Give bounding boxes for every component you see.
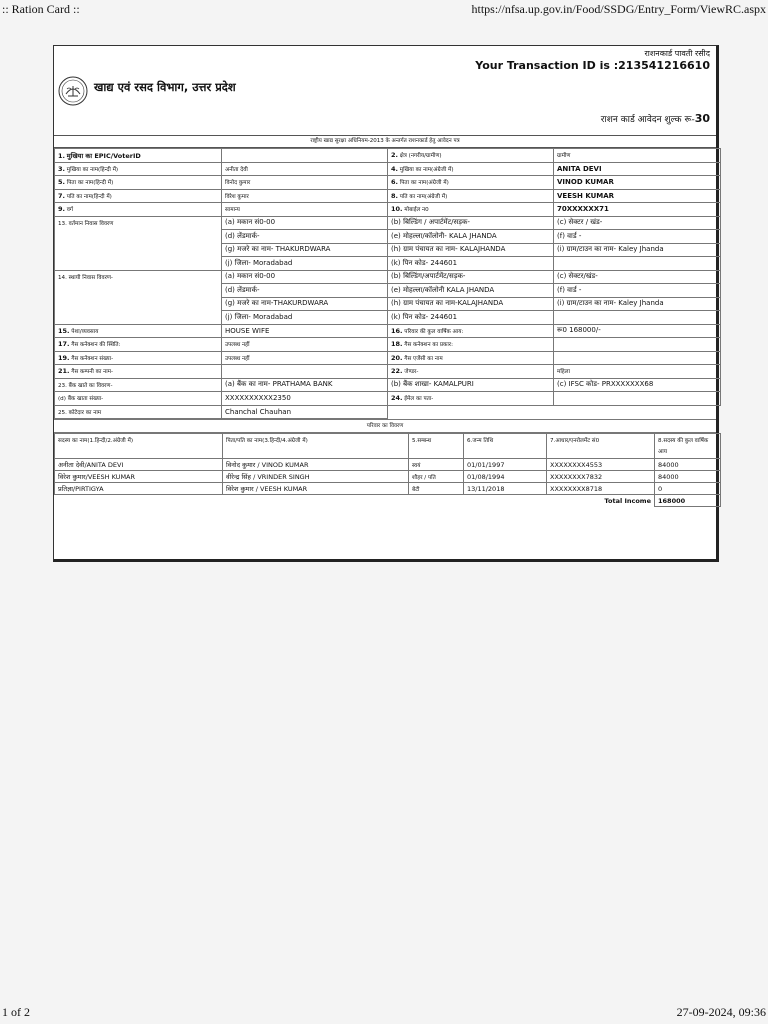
- address-field: (e) मोहल्ला/कॉलोनी KALA JHANDA: [388, 284, 554, 298]
- address-field: (d) लेंडमार्क-: [222, 230, 388, 244]
- total-income-value: 168000: [655, 495, 721, 507]
- member-aadhaar: XXXXXXXX8718: [547, 483, 655, 495]
- address-field: (c) सेक्टर/खंड-: [554, 270, 721, 284]
- column-header: सदस्य का नाम(1.हिन्दी/2.अंग्रेजी में): [55, 434, 223, 459]
- field-label: मोबाईल न0: [404, 207, 429, 214]
- field-label: वर्ग: [66, 207, 74, 214]
- field-value: HOUSE WIFE: [222, 324, 388, 338]
- permanent-address-label: 14. स्थायी निवास विवरण-: [55, 270, 222, 324]
- print-page-title: :: Ration Card ::: [2, 2, 80, 16]
- table-row: 9. वर्ग सामान्य 10. मोबाईल न0 70XXXXXX71: [55, 203, 721, 217]
- table-row: [55, 483, 721, 495]
- account-number-label: (d) बैंक खाता संख्या-: [55, 392, 222, 406]
- field-value: [222, 365, 388, 379]
- table-row: 17. गैस कनेक्शन की स्थिति: उपलब्ध नहीं 18. गैस कनेक्शन का प्रकार:: [55, 338, 721, 352]
- table-row: 7. पति का नाम(हिन्दी में) विरेश कुमार 8. पति का नाम(अंग्रेजी में) VEESH KUMAR: [55, 189, 721, 203]
- table-row: [55, 378, 721, 392]
- member-dob: 13/11/2018: [464, 483, 547, 495]
- address-field: (g) मजरे का नाम-THAKURDWARA: [222, 297, 388, 311]
- table-row: (d) बैंक खाता संख्या- XXXXXXXXXX2350 24. ईमेल का पता-: [55, 392, 721, 406]
- address-field: (k) पिन कोड- 244601: [388, 257, 554, 271]
- fee-label: राशन कार्ड आवेदन शुल्क रू-: [600, 115, 695, 125]
- field-label: जेण्डर-: [404, 369, 419, 376]
- bank-details-label: 23. बैंक खाते का विवरण-: [55, 378, 222, 392]
- fee-value: 30: [694, 112, 710, 125]
- field-value: विरेश कुमार: [222, 189, 388, 203]
- total-income-label: Total Income: [604, 496, 651, 505]
- address-field: (h) ग्राम पंचायत का नाम-KALAJHANDA: [388, 297, 554, 311]
- column-header: पिता/पति का नाम(3.हिन्दी/4.अंग्रेजी में): [223, 434, 409, 459]
- member-father-name: विरेश कुमार / VEESH KUMAR: [223, 483, 409, 495]
- member-father-name: वीरेन्द्र सिंह / VRINDER SINGH: [223, 471, 409, 483]
- table-row: [55, 216, 721, 230]
- field-value: ANITA DEVI: [554, 162, 721, 176]
- email-label: ईमेल का पता-: [404, 396, 434, 403]
- member-dob: 01/01/1997: [464, 459, 547, 471]
- address-field: (i) ग्राम/टाउन का नाम- Kaley Jhanda: [554, 297, 721, 311]
- field-label: पिता का नाम(हिन्दी में): [66, 180, 114, 187]
- field-label: मुखिया का नाम(अंग्रेजी में): [399, 166, 454, 173]
- family-header-row: [55, 434, 721, 459]
- field-label: गैस एजेंसी का नाम: [404, 355, 443, 362]
- field-value: महिला: [554, 365, 721, 379]
- column-header: 5.सम्बन्ध: [409, 434, 464, 459]
- address-field: (k) पिन कोड- 244601: [388, 311, 554, 325]
- current-address-label: 13. वर्तमान निवास विवरण: [55, 216, 222, 270]
- address-field: (d) लेंडमार्क-: [222, 284, 388, 298]
- account-number: XXXXXXXXXX2350: [222, 392, 388, 406]
- field-label: गैस कनेक्शन संख्या-: [71, 355, 114, 362]
- kotedar-name: Chanchal Chauhan: [222, 405, 388, 419]
- member-father-name: विनोद कुमार / VINOD KUMAR: [223, 459, 409, 471]
- field-value: 70XXXXXX71: [554, 203, 721, 217]
- address-field: (c) सेक्टर / खंड-: [554, 216, 721, 230]
- print-url: https://nfsa.up.gov.in/Food/SSDG/Entry_Form/ViewRC.aspx: [471, 2, 766, 16]
- field-label: पति का नाम(हिन्दी में): [66, 193, 112, 200]
- table-row: [55, 471, 721, 483]
- bank-name: (a) बैंक का नाम- PRATHAMA BANK: [222, 378, 388, 392]
- field-label: पिता का नाम(अंग्रेजी में): [399, 180, 449, 187]
- table-row: 3. मुखिया का नाम(हिन्दी में) अनीता देवी 4. मुखिया का नाम(अंग्रेजी में) ANITA DEVI: [55, 162, 721, 176]
- address-field: (f) वार्ड -: [554, 230, 721, 244]
- print-datetime: 27-09-2024, 09:36: [676, 1005, 766, 1019]
- address-field: (f) वार्ड -: [554, 284, 721, 298]
- application-fee: [601, 112, 710, 125]
- field-label: पेशा/व्यवसाय: [71, 328, 99, 335]
- field-value: VEESH KUMAR: [554, 189, 721, 203]
- field-label: गैस कनेक्शन की स्थिति:: [71, 342, 121, 349]
- member-income: 84000: [655, 459, 721, 471]
- table-row: 15. पेशा/व्यवसाय HOUSE WIFE 16. परिवार की कुल वार्षिक आय: रू0 168000/-: [55, 324, 721, 338]
- member-relation: स्वयं: [409, 459, 464, 471]
- member-income: 84000: [655, 471, 721, 483]
- address-field: (a) मकान सं0-00: [222, 216, 388, 230]
- field-value: अनीता देवी: [222, 162, 388, 176]
- address-field: (h) ग्राम पंचायत का नाम- KALAJHANDA: [388, 243, 554, 257]
- email-value: [554, 392, 721, 406]
- transaction-id: Your Transaction ID is :213541216610: [475, 59, 710, 72]
- address-field: (e) मोहल्ला/कॉलोनी- KALA JHANDA: [388, 230, 554, 244]
- address-field: (a) मकान सं0-00: [222, 270, 388, 284]
- member-name: अनीता देवी/ANITA DEVI: [55, 459, 223, 471]
- table-row: [55, 270, 721, 284]
- field-value: उपलब्ध नहीं: [222, 351, 388, 365]
- field-value: उपलब्ध नहीं: [222, 338, 388, 352]
- field-value: [222, 149, 388, 163]
- field-label: मुखिया का नाम(हिन्दी में): [66, 166, 119, 173]
- address-field: [554, 311, 721, 325]
- field-label: पति का नाम(अंग्रेजी में): [399, 193, 448, 200]
- column-header: 7.आधार/एनरोलमेंट सं0: [547, 434, 655, 459]
- field-label: मुखिया का EPIC/VoterID: [66, 151, 141, 160]
- field-value: [554, 351, 721, 365]
- ration-card-receipt: [53, 45, 719, 562]
- field-value: सामान्य: [222, 203, 388, 217]
- print-page-number: 1 of 2: [2, 1005, 30, 1019]
- table-row: [55, 405, 721, 419]
- up-government-emblem-icon: [58, 76, 88, 106]
- total-row: [55, 495, 721, 507]
- field-label: परिवार की कुल वार्षिक आय:: [404, 328, 464, 335]
- member-aadhaar: XXXXXXXX4553: [547, 459, 655, 471]
- field-value: [554, 338, 721, 352]
- applicant-details-table: [54, 148, 721, 419]
- family-table: [54, 433, 721, 507]
- field-value: रू0 168000/-: [554, 324, 721, 338]
- member-dob: 01/08/1994: [464, 471, 547, 483]
- act-title: राष्ट्रीय खाद्य सुरक्षा अधिनियम-2013 के अन्तर्गत राशनकार्ड हेतु आवेदन पत्र: [54, 136, 716, 148]
- receipt-label: राशनकार्ड पावती रसीद: [644, 49, 710, 58]
- member-relation: शौहर / पति: [409, 471, 464, 483]
- member-income: 0: [655, 483, 721, 495]
- address-field: (b) बिल्डिंग/अपार्टमेंट/सड़क-: [388, 270, 554, 284]
- table-row: [55, 459, 721, 471]
- field-label: गैस कनेक्शन का प्रकार:: [404, 342, 453, 349]
- address-field: (i) ग्राम/टाउन का नाम- Kaley Jhanda: [554, 243, 721, 257]
- member-name: प्रतिज्ञा/PIRTIGYA: [55, 483, 223, 495]
- department-name: खाद्य एवं रसद विभाग, उत्तर प्रदेश: [94, 80, 236, 94]
- table-row: 21. गैस कम्पनी का नाम- 22. जेण्डर- महिला: [55, 365, 721, 379]
- table-row: 19. गैस कनेक्शन संख्या- उपलब्ध नहीं 20. गैस एजेंसी का नाम: [55, 351, 721, 365]
- field-label: गैस कम्पनी का नाम-: [71, 369, 114, 376]
- field-value: ग्रामीण: [554, 149, 721, 163]
- field-value: विनोद कुमार: [222, 176, 388, 190]
- kotedar-label: 25. कोटेदार का नाम: [55, 405, 222, 419]
- bank-branch: (b) बैंक शाखा- KAMALPURI: [388, 378, 554, 392]
- member-aadhaar: XXXXXXXX7832: [547, 471, 655, 483]
- field-label: क्षेत्र (नगरीय/ग्रामीण): [399, 153, 442, 160]
- family-details-title: परिवार का विवरण: [54, 419, 716, 433]
- member-name: विरेश कुमार/VEESH KUMAR: [55, 471, 223, 483]
- column-header: 6.जन्म तिथि: [464, 434, 547, 459]
- address-field: [554, 257, 721, 271]
- member-relation: बेटी: [409, 483, 464, 495]
- field-value: VINOD KUMAR: [554, 176, 721, 190]
- address-field: (j) जिला- Moradabad: [222, 311, 388, 325]
- table-row: 5. पिता का नाम(हिन्दी में) विनोद कुमार 6. पिता का नाम(अंग्रेजी में) VINOD KUMAR: [55, 176, 721, 190]
- bank-ifsc: (c) IFSC कोड- PRXXXXXXX68: [554, 378, 721, 392]
- address-field: (j) जिला- Moradabad: [222, 257, 388, 271]
- address-field: (g) मजरे का नाम- THAKURDWARA: [222, 243, 388, 257]
- receipt-header: [54, 46, 716, 136]
- table-row: 1. मुखिया का EPIC/VoterID 2. क्षेत्र (नगरीय/ग्रामीण) ग्रामीण: [55, 149, 721, 163]
- column-header: 8.सदस्य की कुल वार्षिक आय: [655, 434, 721, 459]
- address-field: (b) बिल्डिंग / अपार्टमेंट/सड़क-: [388, 216, 554, 230]
